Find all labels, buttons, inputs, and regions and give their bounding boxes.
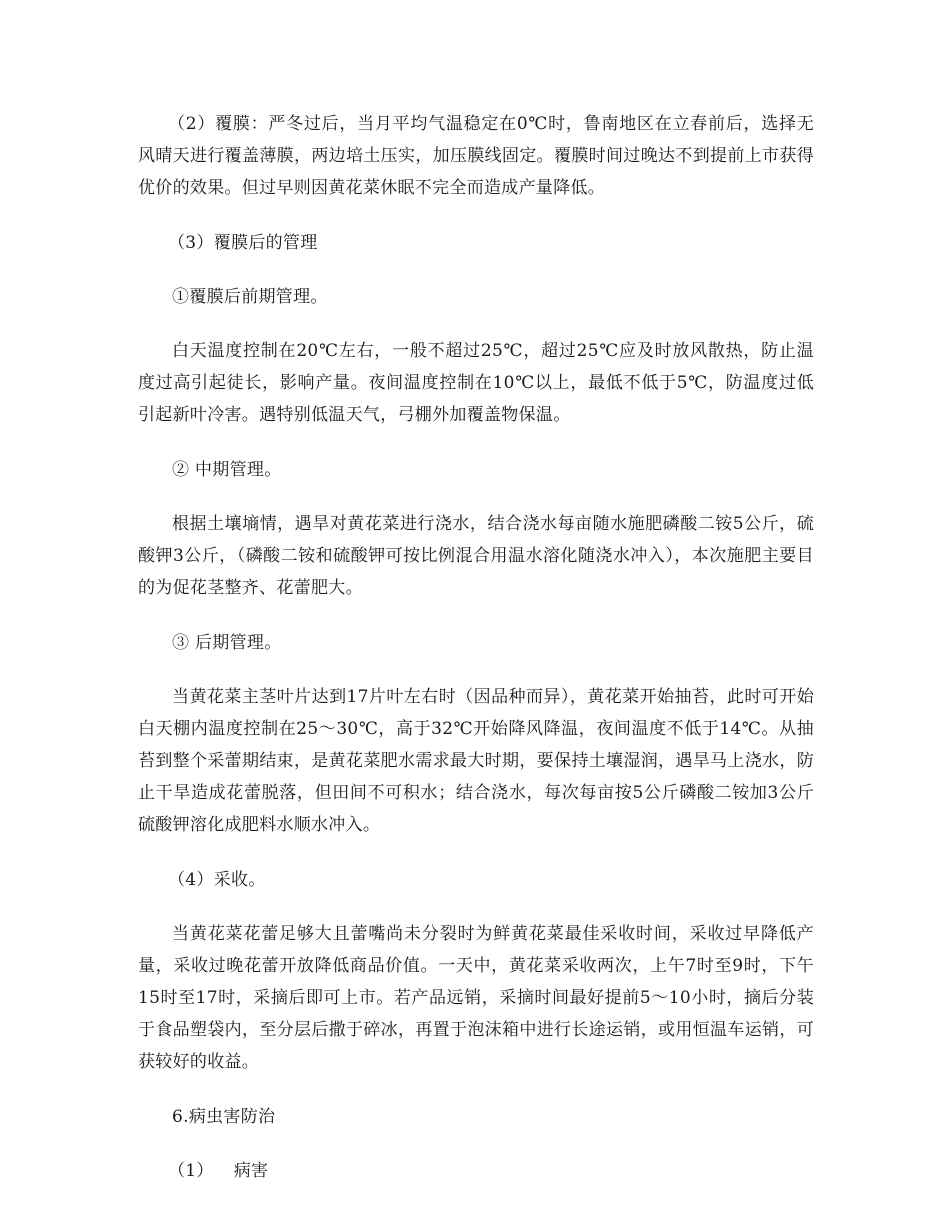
paragraph-early-stage: 白天温度控制在20℃左右，一般不超过25℃，超过25℃应及时放风散热，防止温度过高引起徒长，影响产量。夜间温度控制在10℃以上，最低不低于5℃，防温度过低引起新叶冷害。遇特别低温天气，弓棚外加覆盖物保温。 (138, 341, 814, 425)
heading-pest-control: 6.病虫害防治 (172, 1107, 276, 1127)
paragraph-mulching: （2）覆膜：严冬过后，当月平均气温稳定在0℃时，鲁南地区在立春前后，选择无风晴天进行覆盖薄膜，两边培土压实，加压膜线固定。覆膜时间过晚达不到提前上市获得优价的效果。但过早则因黄花菜休眠不完全而造成产量降低。 (138, 114, 814, 198)
paragraph-late-stage: 当黄花菜主茎叶片达到17片叶左右时（因品种而异），黄花菜开始抽苔，此时可开始白天棚内温度控制在25～30℃，高于32℃开始降风降温，夜间温度不低于14℃。从抽苔到整个采蕾期结束，是黄花菜肥水需求最大时期，要保持土壤湿润，遇旱马上浇水，防止干旱造成花蕾脱落，但田间不可积水；结合浇水，每次每亩按5公斤磷酸二铵加3公斤硫酸钾溶化成肥料水顺水冲入。 (138, 687, 814, 835)
heading-post-mulch-management: （3）覆膜后的管理 (168, 233, 318, 253)
heading-middle-stage: ② 中期管理。 (172, 460, 282, 480)
heading-diseases-number: （1） (168, 1161, 214, 1181)
heading-diseases (138, 1155, 814, 1187)
paragraph-middle-stage: 根据土壤墒情，遇旱对黄花菜进行浇水，结合浇水每亩随水施肥磷酸二铵5公斤，硫酸钾3公斤，（磷酸二铵和硫酸钾可按比例混合用温水溶化随浇水冲入），本次施肥主要目的为促花茎整齐、花蕾肥大。 (138, 514, 814, 598)
heading-harvest: （4）采收。 (168, 870, 266, 890)
heading-diseases-label: 病害 (233, 1161, 269, 1181)
heading-early-stage: ①覆膜后前期管理。 (172, 287, 328, 307)
heading-late-stage: ③ 后期管理。 (172, 633, 282, 653)
paragraph-harvest: 当黄花菜花蕾足够大且蕾嘴尚未分裂时为鲜黄花菜最佳采收时间，采收过早降低产量，采收过晚花蕾开放降低商品价值。一天中，黄花菜采收两次，上午7时至9时，下午15时至17时，采摘后即可上市。若产品远销，采摘时间最好提前5～10小时，摘后分装于食品塑袋内，至分层后撒于碎冰，再置于泡沫箱中进行长途运销，或用恒温车运销，可获较好的收益。 (138, 924, 814, 1072)
document-page (138, 108, 814, 1210)
